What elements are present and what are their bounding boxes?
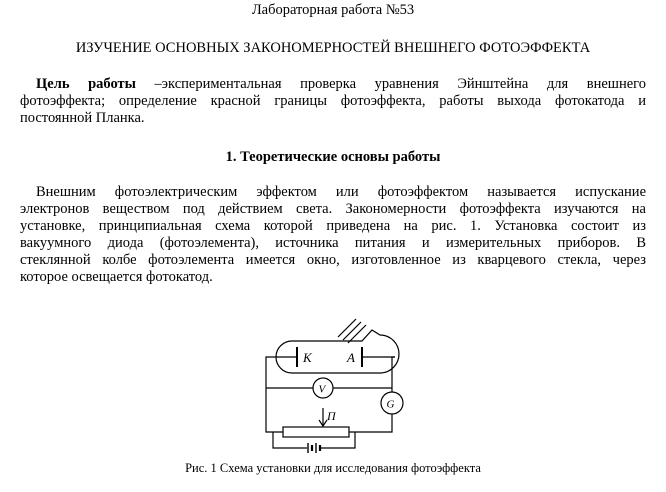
body-line-2: электронов веществом под действием света. Закономерности фотоэффекта изучаются на (20, 201, 646, 217)
wire-right-bottom (349, 414, 392, 432)
galvanometer-label: G (386, 398, 395, 411)
goal-line-3: постоянной Планка. (20, 110, 145, 126)
page-title: ИЗУЧЕНИЕ ОСНОВНЫХ ЗАКОНОМЕРНОСТЕЙ ВНЕШНЕГО ФОТОЭФФЕКТА (75, 40, 591, 56)
anode-label: A (347, 350, 355, 365)
light-ray-2 (343, 322, 361, 340)
wire-battery-right (320, 432, 355, 448)
section-heading: 1. Теоретические основы работы (225, 149, 441, 165)
voltmeter-label: V (318, 383, 326, 396)
photocell-tube (276, 330, 399, 373)
lab-title: Лабораторная работа №53 (251, 2, 415, 18)
figure-caption: Рис. 1 Схема установки для исследования фотоэффекта (185, 461, 481, 475)
body-line-6: которое освещается фотокатод. (20, 269, 213, 285)
wire-battery-left (273, 432, 307, 448)
potentiometer-label: П (327, 409, 336, 423)
cathode-label: K (303, 350, 312, 365)
potentiometer-resistor (283, 427, 349, 437)
body-line-3: установке, принципиальная схема которой приведена на рис. 1. Установка состоит из (20, 218, 646, 234)
goal-line-2: фотоэффекта; определение красной границы фотоэффекта, работы выхода фотокатода и (20, 93, 646, 109)
body-line-4: вакуумного диода (фотоэлемента), источника питания и измерительных приборов. В (20, 235, 646, 251)
goal-label: Цель работы (36, 76, 136, 92)
goal-text-1: –экспериментальная проверка уравнения Эйнштейна для внешнего (135, 76, 646, 92)
body-line-5: стеклянной колбе фотоэлемента имеется окно, изготовленное из кварцевого стекла, через (20, 252, 646, 268)
light-ray-1 (338, 319, 356, 337)
wire-right-top (392, 357, 395, 392)
body-line-1: Внешним фотоэлектрическим эффектом или фотоэффектом называется испускание (36, 184, 646, 200)
